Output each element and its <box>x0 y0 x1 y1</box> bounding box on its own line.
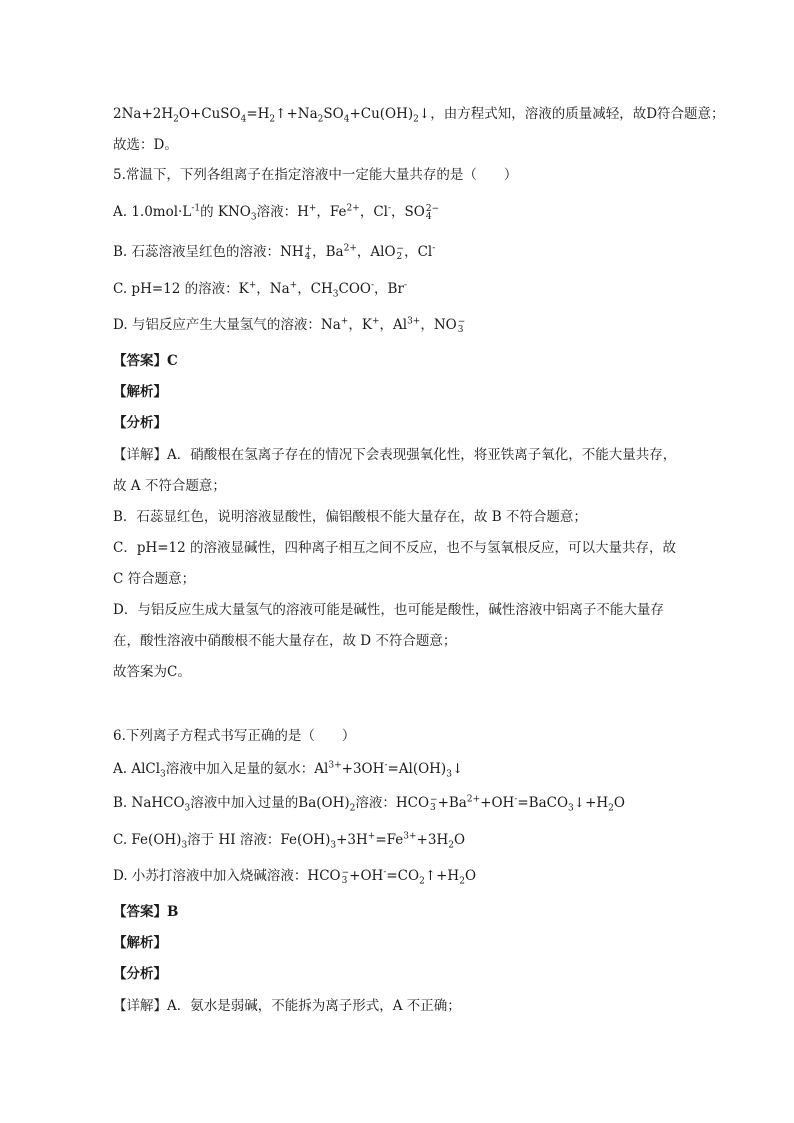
question-5-detail-line: B．石蕊显红色，说明溶液显酸性，偏铝酸根不能大量存在，故 B 不符合题意； <box>113 509 587 525</box>
equation-line: $2Na+2H_2O+CuSO_4=H_2↑+Na_2SO_4+Cu(OH)_2↓$，由方程式知，溶液的质量减轻，故D符合题意； <box>113 106 725 125</box>
conclusion-line: 故选：D。 <box>113 137 178 153</box>
question-5-detail-line: 故答案为C。 <box>113 664 191 680</box>
question-5-option-c: C. pH=12 的溶液：K+，Na+，$CH_3COO^-$，Br- <box>113 280 407 300</box>
question-5-detail-line: C 符合题意； <box>113 571 196 587</box>
question-5-detail-line: 在，酸性溶液中硝酸根不能大量存在，故 D 不符合题意； <box>113 633 457 649</box>
question-5-detail-line: 【详解】A．硝酸根在氢离子存在的情况下会表现强氧化性，将亚铁离子氧化，不能大量共存， <box>113 447 677 463</box>
question-6-option-d: D. 小苏打溶液中加入烧碱溶液：HCO − 3 $+OH^-=CO_2↑+H_2O$ <box>113 867 477 887</box>
question-5-option-b: B. 石蕊溶液呈红色的溶液：NH + 4 ，$Ba^{2+}$，AlO − 2 ，Cl- <box>113 243 436 262</box>
question-5-answer: 【答案】C <box>113 353 178 369</box>
question-6-detail-line: 【详解】A．氨水是弱碱，不能拆为离子形式，A 不正确； <box>113 998 461 1014</box>
question-5-detail-line: 故 A 不符合题意； <box>113 478 226 494</box>
question-5-option-a: A. $1.0mol\cdot L^{-1}$的 $KNO_3$溶液：H+，$Fe^{2+}$，Cl-，SO 2− 4 <box>113 203 440 223</box>
question-5-detail-line: D．与铝反应生成大量氢气的溶液可能是碱性，也可能是酸性，碱性溶液中铝离子不能大量存 <box>113 602 664 618</box>
question-5-stem: 5.常温下，下列各组离子在指定溶液中一定能大量共存的是（ ） <box>113 167 518 183</box>
question-6-fenxi-heading: 【分析】 <box>113 966 167 982</box>
question-5-fenxi-heading: 【分析】 <box>113 415 167 431</box>
question-6-analysis-heading: 【解析】 <box>113 935 167 951</box>
question-5-option-d: D. 与铝反应产生大量氢气的溶液：Na+，K+，$Al^{3+}$，NO − 3 <box>113 316 466 335</box>
question-5-analysis-heading: 【解析】 <box>113 384 167 400</box>
question-6-stem: 6.下列离子方程式书写正确的是（ ） <box>113 728 356 744</box>
question-6-answer: 【答案】B <box>113 904 179 920</box>
question-6-option-b: B. NaHCO$_3$溶液中加入过量的$Ba(OH)_2$溶液：HCO − 3 $+Ba^{2+}+OH^-=BaCO_3↓+H_2O$ <box>113 794 625 814</box>
question-5-detail-line: C．pH=12 的溶液显碱性，四种离子相互之间不反应，也不与氢氧根反应，可以大量共存，故 <box>113 540 677 556</box>
question-6-option-c: C. $Fe(OH)_3$溶于 HI 溶液：$Fe(OH)_3+3H^+=Fe^{3+}+3H_2O$ <box>113 831 466 851</box>
question-6-option-a: A. AlCl$_3$溶液中加入足量的氨水：$Al^{3+}+3OH^-=Al(OH)_3↓$ <box>113 760 464 780</box>
